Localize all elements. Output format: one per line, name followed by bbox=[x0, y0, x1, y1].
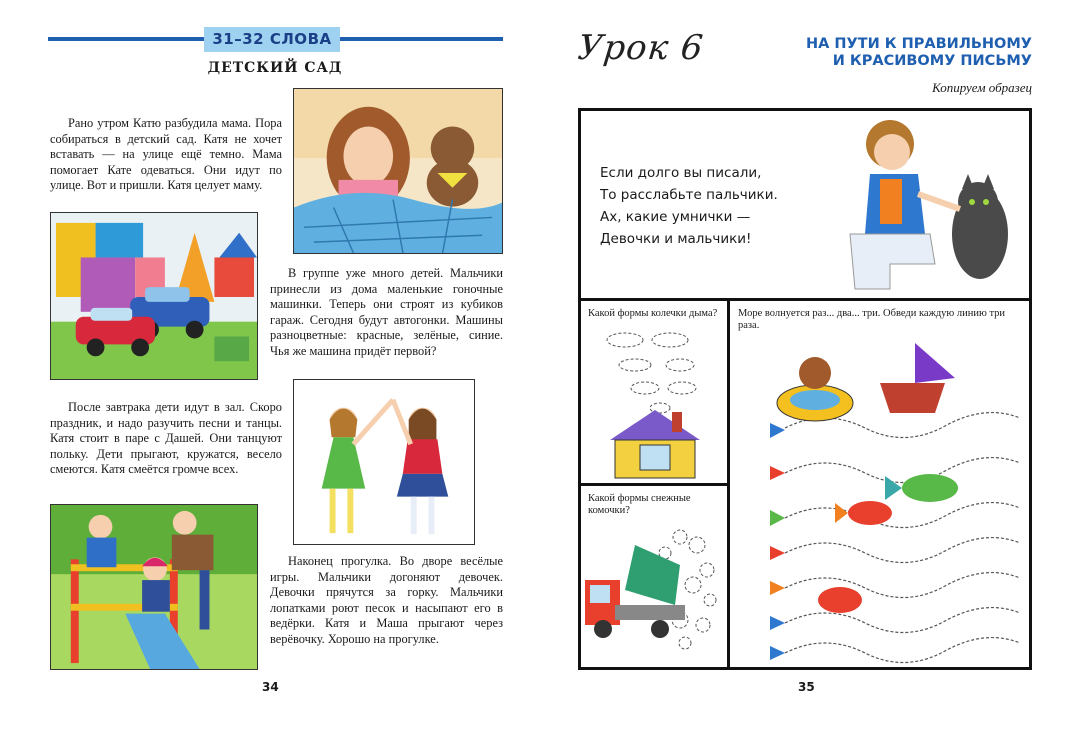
poem-line-2: То расслабьте пальчики. bbox=[600, 187, 778, 203]
section-title bbox=[772, 36, 1032, 70]
illustration-playground bbox=[50, 504, 258, 670]
task-snow: Какой формы снежные комочки? bbox=[588, 493, 691, 516]
poem-line-4: Девочки и мальчики! bbox=[600, 231, 752, 247]
paragraph-1: Рано утром Катю разбудила мама. Пора собираться в детский сад. Катя не хочет вставать — на улице ещё темно. Мама помогает Кате одеваться. Они идут по улице. Вот и пришли. Катя целует маму. bbox=[50, 116, 282, 193]
paragraph-4: Наконец прогулка. Во дворе весёлые игры. Мальчики догоняют девочек. Девочки прячутся за горку. Мальчики лопатками роют песок и насыпают его в ведёрки. Катя и Маша прыгают через верёвочку. Хорошо на прогулке. bbox=[270, 554, 503, 646]
lesson-title: Урок 6 bbox=[575, 28, 706, 68]
section-subtitle: Копируем образец bbox=[932, 80, 1032, 95]
section-title-line-1: НА ПУТИ К ПРАВИЛЬНОМУ bbox=[805, 36, 1032, 52]
poem-line-3: Ах, какие умнички — bbox=[600, 209, 751, 225]
page-number-right: 35 bbox=[798, 680, 815, 694]
task-sea: Море волнуется раз... два... три. Обведи каждую линию три раза. bbox=[738, 308, 1006, 331]
illustration-smoke-rings bbox=[600, 330, 720, 480]
illustration-girl-waking bbox=[293, 88, 503, 254]
illustration-boy-cat bbox=[830, 114, 1026, 294]
illustration-dancing-girls bbox=[293, 379, 475, 545]
task-rings: Какой формы колечки дыма? bbox=[588, 308, 718, 319]
section-title-line-2: И КРАСИВОМУ ПИСЬМУ bbox=[832, 53, 1032, 69]
illustration-toy-cars bbox=[50, 212, 258, 380]
illustration-sea-lines bbox=[740, 338, 1026, 666]
illustration-truck bbox=[585, 525, 723, 665]
poem-line-1: Если долго вы писали, bbox=[600, 165, 762, 181]
divider-small bbox=[578, 483, 729, 486]
page-number-left: 34 bbox=[262, 680, 279, 694]
right-page bbox=[540, 0, 1080, 729]
header-badge: 31–32 СЛОВА bbox=[204, 27, 340, 52]
poem bbox=[600, 162, 778, 250]
story-title: ДЕТСКИЙ САД bbox=[207, 60, 343, 76]
divider-horizontal bbox=[578, 298, 1032, 301]
paragraph-2: В группе уже много детей. Мальчики принесли из дома маленькие гоночные машинки. Теперь они строят из кубиков гараж. Сегодня будут автогонки. Машины разноцветные: красные, зелёные, синие. Чья же машина придёт первой? bbox=[270, 266, 503, 358]
paragraph-3: После завтрака дети идут в зал. Скоро праздник, и надо разучить песни и танцы. Катя стоит в паре с Дашей. Они танцуют польку. Дети прыгают, кружатся, весело смеются. Катя смеётся громче всех. bbox=[50, 400, 282, 477]
